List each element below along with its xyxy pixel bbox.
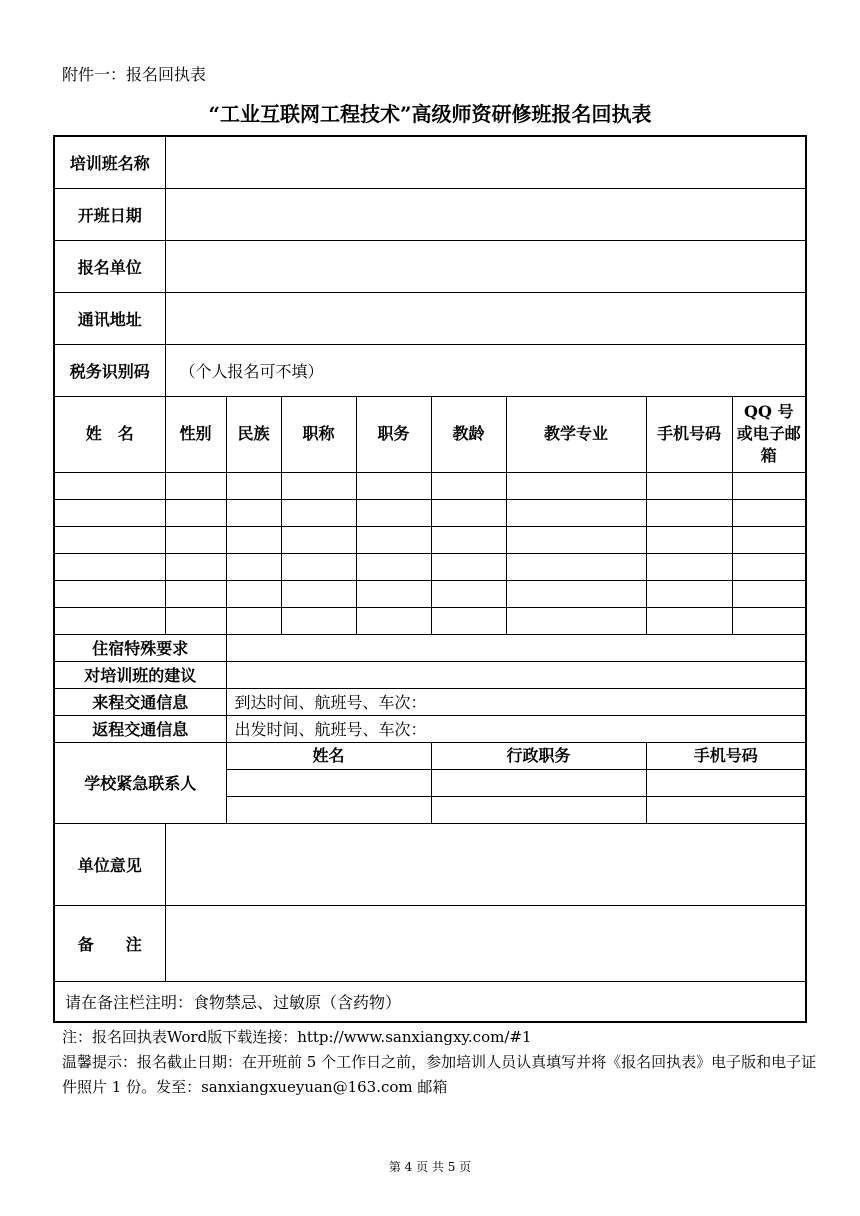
- participant-cell[interactable]: [506, 499, 646, 526]
- participant-cell[interactable]: [165, 499, 226, 526]
- label-return: 返程交通信息: [54, 715, 226, 742]
- participant-cell[interactable]: [356, 472, 431, 499]
- participant-cell[interactable]: [356, 526, 431, 553]
- header-position: 职务: [356, 396, 431, 472]
- label-training-name: 培训班名称: [54, 136, 165, 188]
- input-start-date[interactable]: [165, 188, 806, 240]
- header-phone: 手机号码: [646, 396, 732, 472]
- participant-cell[interactable]: [506, 472, 646, 499]
- participant-cell[interactable]: [281, 526, 356, 553]
- participant-cell[interactable]: [431, 472, 506, 499]
- participant-row: [54, 526, 806, 553]
- participant-cell[interactable]: [732, 553, 806, 580]
- participant-cell[interactable]: [356, 580, 431, 607]
- label-suggestion: 对培训班的建议: [54, 661, 226, 688]
- participant-cell[interactable]: [732, 526, 806, 553]
- label-address: 通讯地址: [54, 292, 165, 344]
- input-unit-opinion[interactable]: [165, 823, 806, 905]
- emergency-phone-cell[interactable]: [646, 769, 806, 796]
- emergency-header-phone: 手机号码: [646, 742, 806, 769]
- emergency-position-cell[interactable]: [431, 769, 646, 796]
- participant-cell[interactable]: [356, 607, 431, 634]
- header-ethnicity: 民族: [226, 396, 281, 472]
- participant-cell[interactable]: [506, 526, 646, 553]
- participant-cell[interactable]: [431, 607, 506, 634]
- participant-cell[interactable]: [226, 499, 281, 526]
- participant-row: [54, 553, 806, 580]
- participant-cell[interactable]: [226, 472, 281, 499]
- header-teaching-years: 教龄: [431, 396, 506, 472]
- participant-cell[interactable]: [54, 553, 165, 580]
- label-start-date: 开班日期: [54, 188, 165, 240]
- input-training-name[interactable]: [165, 136, 806, 188]
- label-emergency-contact: 学校紧急联系人: [54, 742, 226, 823]
- header-gender: 性别: [165, 396, 226, 472]
- row-remarks-note: [54, 981, 806, 1022]
- participant-cell[interactable]: [54, 526, 165, 553]
- participant-cell[interactable]: [431, 499, 506, 526]
- participant-cell[interactable]: [506, 553, 646, 580]
- label-arrival: 来程交通信息: [54, 688, 226, 715]
- input-accommodation[interactable]: [226, 634, 806, 661]
- form-title: “工业互联网工程技术”高级师资研修班报名回执表: [208, 102, 652, 126]
- emergency-header-position: 行政职务: [431, 742, 646, 769]
- participant-row: [54, 607, 806, 634]
- participant-cell[interactable]: [431, 580, 506, 607]
- participant-cell[interactable]: [165, 607, 226, 634]
- input-address[interactable]: [165, 292, 806, 344]
- participant-cell[interactable]: [732, 607, 806, 634]
- emergency-phone-cell[interactable]: [646, 796, 806, 823]
- participant-cell[interactable]: [281, 607, 356, 634]
- input-unit[interactable]: [165, 240, 806, 292]
- participant-cell[interactable]: [226, 553, 281, 580]
- participant-cell[interactable]: [165, 526, 226, 553]
- participant-cell[interactable]: [646, 553, 732, 580]
- participant-cell[interactable]: [646, 580, 732, 607]
- header-title: 职称: [281, 396, 356, 472]
- participant-cell[interactable]: [165, 553, 226, 580]
- reminder-note: 温馨提示：报名截止日期：在开班前 5 个工作日之前，参加培训人员认真填写并将《报名回执表》电子版和电子证件照片 1 份。发至：sanxiangxueyuan@163.com 邮箱: [62, 1053, 817, 1096]
- label-remarks: 备 注: [54, 905, 165, 981]
- participant-cell[interactable]: [54, 472, 165, 499]
- participant-cell[interactable]: [732, 499, 806, 526]
- input-arrival[interactable]: 到达时间、航班号、车次：: [226, 688, 806, 715]
- row-unit-opinion: [54, 823, 806, 905]
- emergency-position-cell[interactable]: [431, 796, 646, 823]
- participant-cell[interactable]: [281, 580, 356, 607]
- emergency-header-name: 姓名: [226, 742, 431, 769]
- registration-form-table: [53, 135, 807, 1023]
- emergency-name-cell[interactable]: [226, 796, 431, 823]
- participant-cell[interactable]: [54, 607, 165, 634]
- participant-cell[interactable]: [356, 553, 431, 580]
- participant-cell[interactable]: [54, 580, 165, 607]
- header-major: 教学专业: [506, 396, 646, 472]
- participant-row: [54, 580, 806, 607]
- row-unit: [54, 240, 806, 292]
- participant-row: [54, 472, 806, 499]
- attachment-label: 附件一：报名回执表: [62, 65, 207, 84]
- participant-cell[interactable]: [646, 607, 732, 634]
- row-remarks: [54, 905, 806, 981]
- label-tax-id: 税务识别码: [54, 344, 165, 396]
- participant-cell[interactable]: [732, 472, 806, 499]
- row-suggestion: [54, 661, 806, 688]
- participant-cell[interactable]: [54, 499, 165, 526]
- row-tax-id: [54, 344, 806, 396]
- input-tax-id[interactable]: （个人报名可不填）: [165, 344, 806, 396]
- participant-cell[interactable]: [506, 607, 646, 634]
- label-accommodation: 住宿特殊要求: [54, 634, 226, 661]
- header-qq-email: QQ 号或电子邮箱: [732, 396, 806, 472]
- participant-cell[interactable]: [431, 553, 506, 580]
- row-return: [54, 715, 806, 742]
- notes: [62, 1025, 822, 1100]
- participant-cell[interactable]: [646, 526, 732, 553]
- input-suggestion[interactable]: [226, 661, 806, 688]
- participant-cell[interactable]: [732, 580, 806, 607]
- row-accommodation: [54, 634, 806, 661]
- participant-cell[interactable]: [506, 580, 646, 607]
- row-start-date: [54, 188, 806, 240]
- participant-cell[interactable]: [646, 472, 732, 499]
- participant-cell[interactable]: [281, 499, 356, 526]
- input-return[interactable]: 出发时间、航班号、车次：: [226, 715, 806, 742]
- participant-cell[interactable]: [646, 499, 732, 526]
- participant-cell[interactable]: [226, 526, 281, 553]
- row-address: [54, 292, 806, 344]
- page-footer: 第 4 页 共 5 页: [388, 1160, 472, 1174]
- participant-cell[interactable]: [431, 526, 506, 553]
- header-name: 姓 名: [54, 396, 165, 472]
- participant-cell[interactable]: [165, 580, 226, 607]
- participant-cell[interactable]: [356, 499, 431, 526]
- participant-row: [54, 499, 806, 526]
- emergency-name-cell[interactable]: [226, 769, 431, 796]
- participant-cell[interactable]: [226, 607, 281, 634]
- row-training-name: [54, 136, 806, 188]
- participant-cell[interactable]: [165, 472, 226, 499]
- download-note: 注：报名回执表Word版下载连接：http://www.sanxiangxy.com/#1: [62, 1028, 532, 1046]
- participant-cell[interactable]: [281, 472, 356, 499]
- emergency-header-row: [54, 742, 806, 769]
- label-unit: 报名单位: [54, 240, 165, 292]
- participant-cell[interactable]: [281, 553, 356, 580]
- row-arrival: [54, 688, 806, 715]
- label-unit-opinion: 单位意见: [54, 823, 165, 905]
- participant-header-row: [54, 396, 806, 472]
- remarks-note: 请在备注栏注明：食物禁忌、过敏原（含药物）: [54, 981, 806, 1022]
- input-remarks[interactable]: [165, 905, 806, 981]
- participant-cell[interactable]: [226, 580, 281, 607]
